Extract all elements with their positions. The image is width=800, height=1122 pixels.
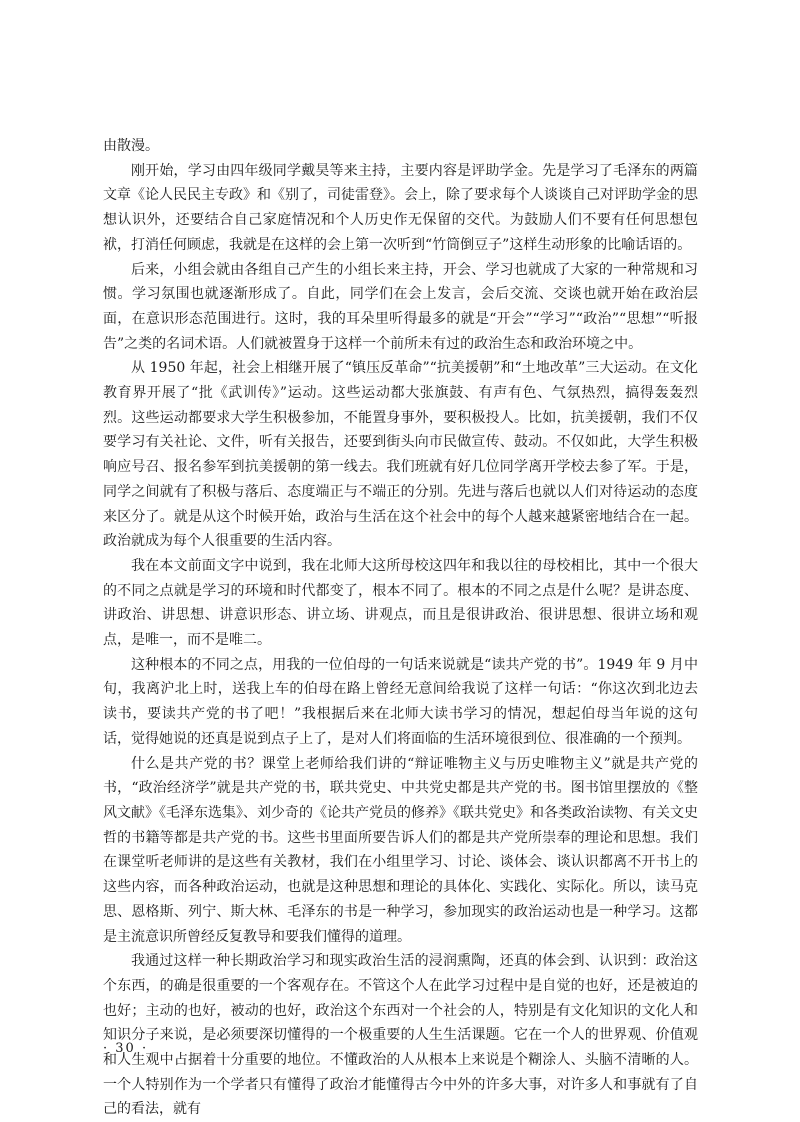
page-number: · 30 · (103, 1041, 149, 1056)
page-body (103, 134, 698, 1122)
paragraph-4: 从 1950 年起，社会上相继开展了“镇压反革命”“抗美援朝”和“土地改革”三大运动。在文化教育界开展了“批《武训传》”运动。这些运动都大张旗鼓、有声有色、气氛热烈，搞得轰轰烈烈。这些运动都要求大学生积极参加，不能置身事外，要积极投人。比如，抗美援朝，我们不仅要学习有关社论、文件，听有关报告，还要到街头向市民做宣传、鼓动。不仅如此，大学生积极响应号召、报名参军到抗美援朝的第一线去。我们班就有好几位同学离开学校去参了军。于是，同学之间就有了积极与落后、态度端正与不端正的分别。先进与落后也就以人们对待运动的态度来区分了。就是从这个时候开始，政治与生活在这个社会中的每个人越来越紧密地结合在一起。政治就成为每个人很重要的生活内容。 (103, 360, 698, 550)
paragraph-2: 刚开始，学习由四年级同学戴昊等来主持，主要内容是评助学金。先是学习了毛泽东的两篇文章《论人民民主专政》和《别了，司徒雷登》。会上，除了要求每个人谈谈自己对评助学金的思想认识外，还要结合自己家庭情况和个人历史作无保留的交代。为鼓励人们不要有任何思想包袱，打消任何顾虑，我就是在这样的会上第一次听到“竹筒倒豆子”这样生动形象的比喻话语的。 (103, 162, 698, 253)
paragraph-7: 什么是共产党的书？课堂上老师给我们讲的“辩证唯物主义与历史唯物主义”就是共产党的书，“政治经济学”就是共产党的书，联共党史、中共党史都是共产党的书。图书馆里摆放的《整风文献》《毛泽东选集》、刘少奇的《论共产党员的修养》《联共党史》和各类政治读物、有关文史哲的书籍等都是共产党的书。这些书里面所要告诉人们的都是共产党所崇奉的理论和思想。我们在课堂听老师讲的是这些有关教材，我们在小组里学习、讨论、谈体会、谈认识都离不开书上的这些内容，而各种政治运动，也就是这种思想和理论的具体化、实践化、实际化。所以，读马克思、恩格斯、列宁、斯大林、毛泽东的书是一种学习，参加现实的政治运动也是一种学习。这都是主流意识所曾经反复教导和要我们懂得的道理。 (103, 755, 698, 945)
paragraph-3: 后来，小组会就由各组自己产生的小组长来主持，开会、学习也就成了大家的一种常规和习惯。学习氛围也就逐渐形成了。自此，同学们在会上发言，会后交流、交谈也就开始在政治层面，在意识形态范围进行。这时，我的耳朵里听得最多的就是“开会”“学习”“政治”“思想”“听报告”之类的名词术语。人们就被置身于这样一个前所未有过的政治生态和政治环境之中。 (103, 261, 698, 352)
paragraph-8: 我通过这样一种长期政治学习和现实政治生活的浸润熏陶，还真的体会到、认识到：政治这个东西，的确是很重要的一个客观存在。不管这个人在此学习过程中是自觉的也好，还是被迫的也好；主动的也好，被动的也好，政治这个东西对一个社会的人，特别是有文化知识的文化人和知识分子来说，是必须要深切懂得的一个极重要的人生生活课题。它在一个人的世界观、价值观和人生观中占据着十分重要的地位。不懂政治的人从根本上来说是个糊涂人、头脑不清晰的人。一个人特别作为一个学者只有懂得了政治才能懂得古今中外的许多大事，对许多人和事就有了自己的看法，就有 (103, 953, 698, 1118)
paragraph-1: 由散漫。 (103, 138, 159, 154)
paragraph-6: 这种根本的不同之点，用我的一位伯母的一句话来说就是“读共产党的书”。1949 年 9 月中旬，我离沪北上时，送我上车的伯母在路上曾经无意间给我说了这样一句话：“你这次到北边去读书，要读共产党的书了吧！”我根据后来在北师大读书学习的情况，想起伯母当年说的这句话，觉得她说的还真是说到点子上了，是对人们将面临的生活环境很到位、很准确的一个预判。 (103, 656, 698, 747)
paragraph-5: 我在本文前面文字中说到，我在北师大这所母校这四年和我以往的母校相比，其中一个很大的不同之点就是学习的环境和时代都变了，根本不同了。根本的不同之点是什么呢？是讲态度、讲政治、讲思想、讲意识形态、讲立场、讲观点，而且是很讲政治、很讲思想、很讲立场和观点，是唯一，而不是唯二。 (103, 557, 698, 649)
